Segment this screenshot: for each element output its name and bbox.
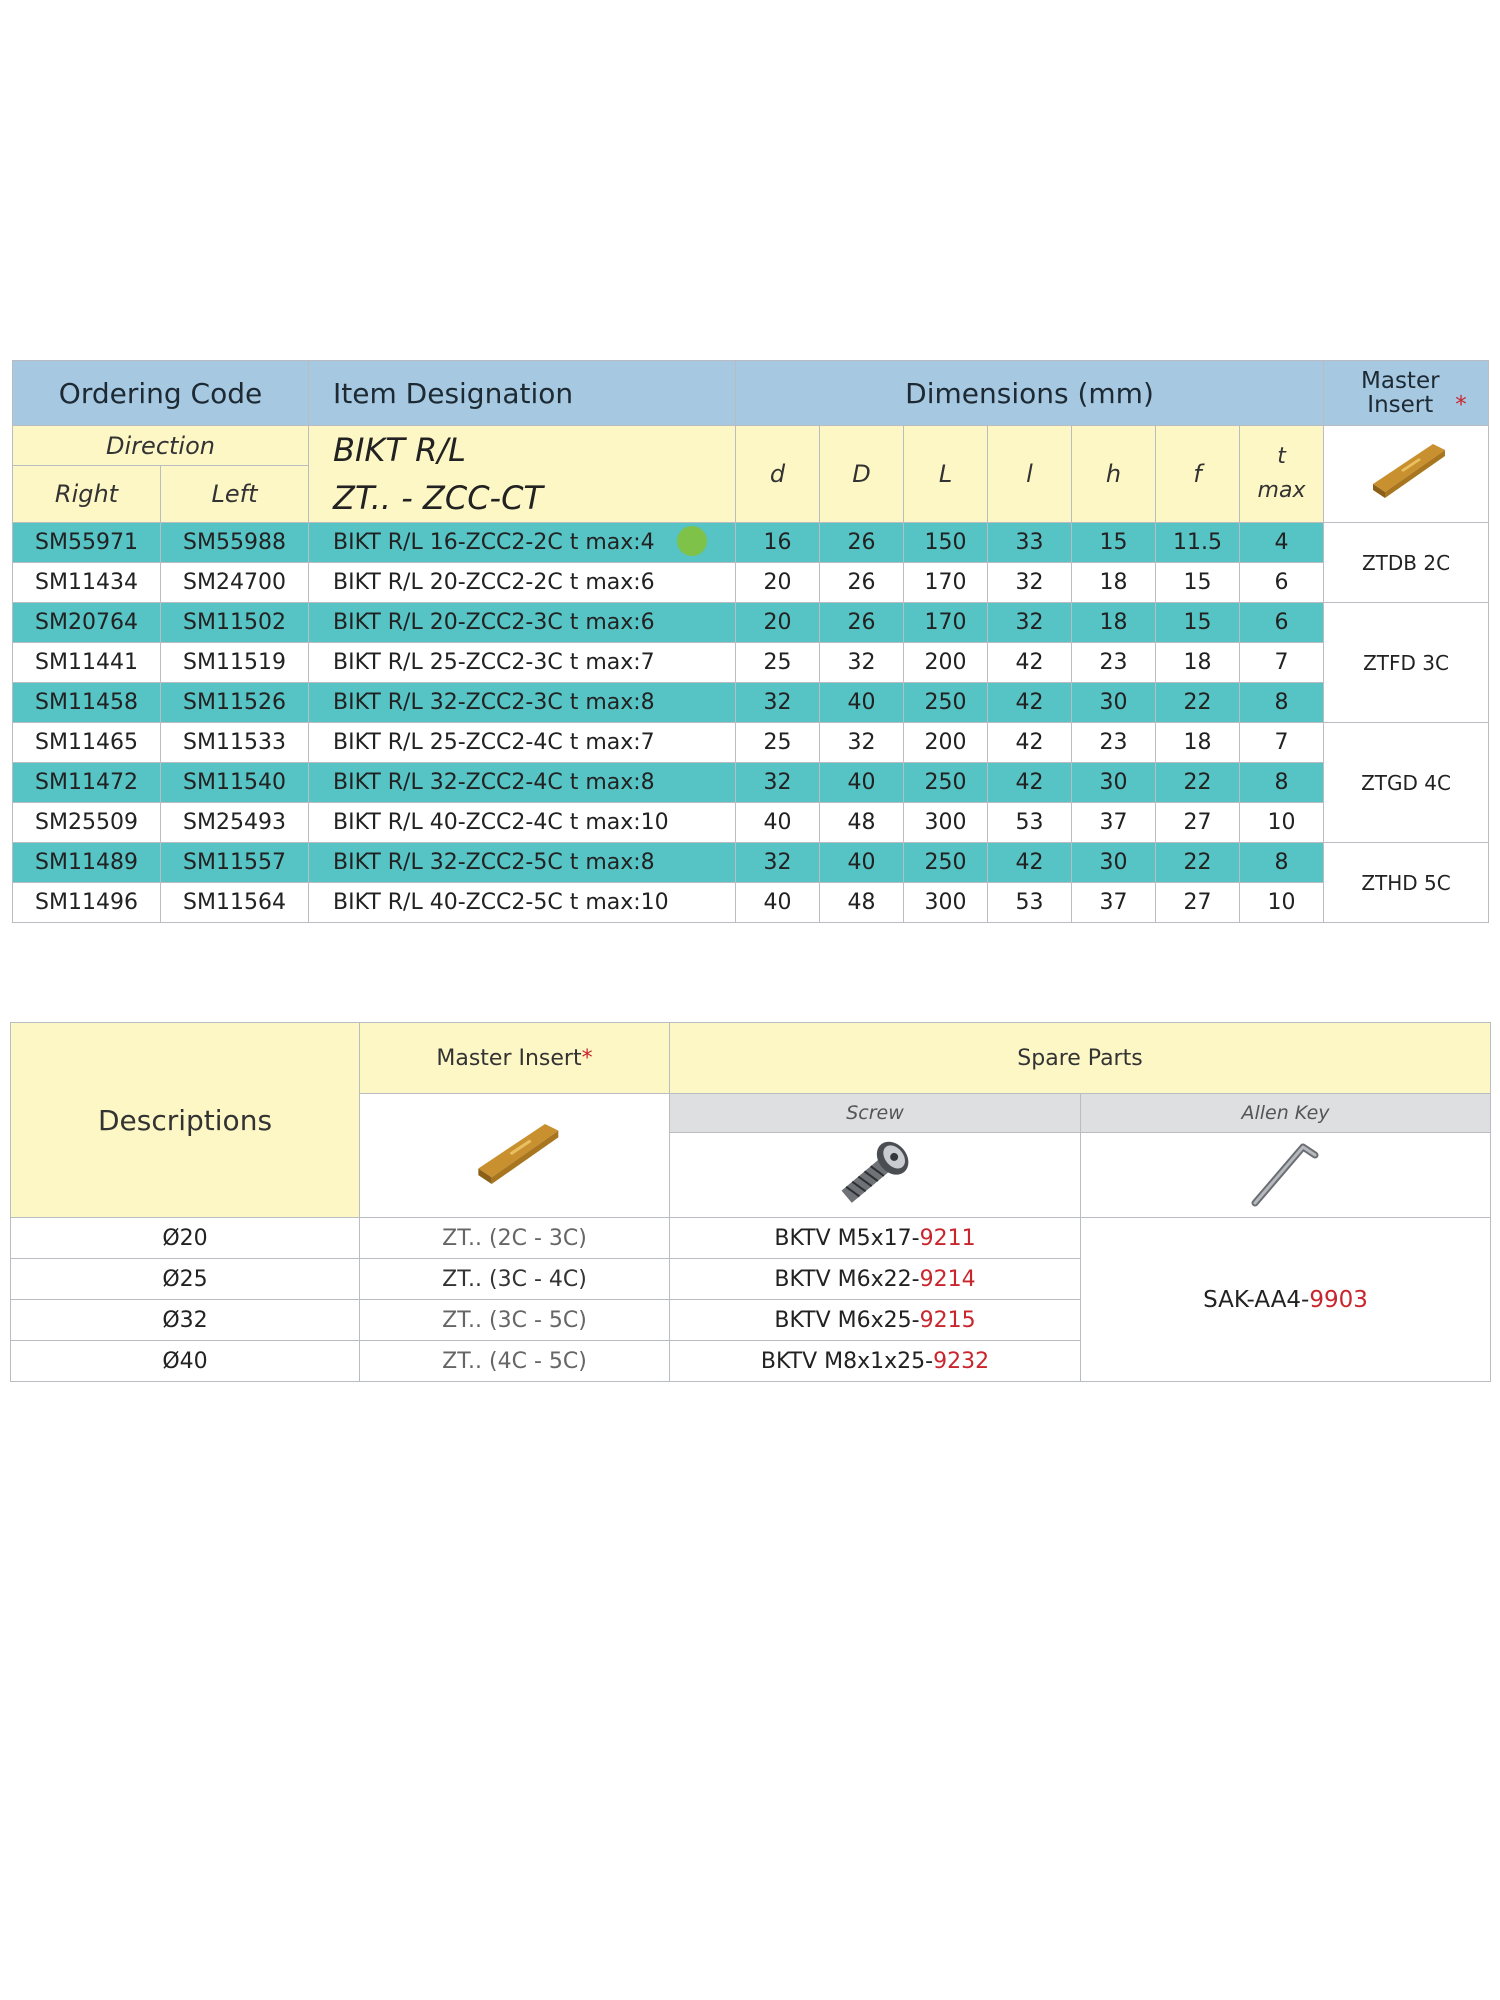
dim-L: 250 xyxy=(904,763,988,803)
master-insert-label: Master Insert xyxy=(436,1045,582,1071)
dim-L: 250 xyxy=(904,843,988,883)
dim-tmax: 4 xyxy=(1240,523,1324,563)
dim-l: 33 xyxy=(988,523,1072,563)
dim-l: 42 xyxy=(988,643,1072,683)
table-row xyxy=(13,803,1489,843)
dim-tmax: 8 xyxy=(1240,763,1324,803)
screw-code-cell xyxy=(670,1259,1081,1300)
dim-D: 32 xyxy=(820,723,904,763)
designation-cell: BIKT R/L 25-ZCC2-4C t max:7 xyxy=(309,723,736,763)
dim-h: 30 xyxy=(1072,683,1156,723)
dim-D: 48 xyxy=(820,803,904,843)
screw-code-prefix: BKTV M6x22- xyxy=(774,1266,920,1292)
right-label: Right xyxy=(13,466,161,523)
allen-key-icon xyxy=(1241,1133,1331,1213)
designation-cell: BIKT R/L 32-ZCC2-3C t max:8 xyxy=(309,683,736,723)
left-code: SM24700 xyxy=(161,563,309,603)
left-code: SM11533 xyxy=(161,723,309,763)
designation-cell xyxy=(309,523,736,563)
left-code: SM11540 xyxy=(161,763,309,803)
dim-h: 18 xyxy=(1072,603,1156,643)
dim-f: 22 xyxy=(1156,763,1240,803)
diameter-cell: Ø40 xyxy=(11,1341,360,1382)
insert-range-cell: ZT.. (2C - 3C) xyxy=(360,1218,670,1259)
allen-code-prefix: SAK-AA4- xyxy=(1203,1286,1310,1313)
dim-L: 200 xyxy=(904,643,988,683)
designation-cell: BIKT R/L 25-ZCC2-3C t max:7 xyxy=(309,643,736,683)
dim-l: 42 xyxy=(988,723,1072,763)
dim-f-label: f xyxy=(1156,426,1240,523)
dim-L: 300 xyxy=(904,883,988,923)
dim-D: 26 xyxy=(820,603,904,643)
dim-D: 40 xyxy=(820,683,904,723)
dim-D: 40 xyxy=(820,843,904,883)
right-code: SM11434 xyxy=(13,563,161,603)
designation-cell: BIKT R/L 20-ZCC2-3C t max:6 xyxy=(309,603,736,643)
left-code: SM55988 xyxy=(161,523,309,563)
ordering-code-header: Ordering Code xyxy=(13,361,309,426)
right-code: SM11441 xyxy=(13,643,161,683)
asterisk-mark: * xyxy=(581,1045,593,1071)
right-code: SM11472 xyxy=(13,763,161,803)
right-code: SM20764 xyxy=(13,603,161,643)
dim-h: 30 xyxy=(1072,843,1156,883)
dim-D: 32 xyxy=(820,643,904,683)
screw-code-number: 9214 xyxy=(919,1266,976,1292)
dim-l-label: l xyxy=(988,426,1072,523)
spare-parts-header: Spare Parts xyxy=(670,1023,1491,1094)
dim-f: 18 xyxy=(1156,723,1240,763)
dim-h: 37 xyxy=(1072,883,1156,923)
dim-f: 27 xyxy=(1156,883,1240,923)
dim-d: 40 xyxy=(736,883,820,923)
asterisk-mark: * xyxy=(1455,392,1467,418)
dim-tmax: 7 xyxy=(1240,723,1324,763)
designation-text: BIKT R/L 16-ZCC2-2C t max:4 xyxy=(333,529,655,555)
dim-d: 20 xyxy=(736,603,820,643)
master-insert-cell: ZTHD 5C xyxy=(1324,843,1489,923)
dim-d: 32 xyxy=(736,763,820,803)
dim-d-label: d xyxy=(736,426,820,523)
table-row xyxy=(13,843,1489,883)
dim-d: 32 xyxy=(736,843,820,883)
designation-cell: BIKT R/L 40-ZCC2-5C t max:10 xyxy=(309,883,736,923)
dim-d: 40 xyxy=(736,803,820,843)
subheader-row-1 xyxy=(13,426,1489,466)
dim-tmax: 6 xyxy=(1240,563,1324,603)
left-code: SM11519 xyxy=(161,643,309,683)
dim-l: 53 xyxy=(988,803,1072,843)
dim-f: 22 xyxy=(1156,683,1240,723)
screw-code-number: 9232 xyxy=(933,1348,990,1374)
dim-h: 37 xyxy=(1072,803,1156,843)
screw-code-prefix: BKTV M8x1x25- xyxy=(760,1348,934,1374)
dim-d: 25 xyxy=(736,723,820,763)
dim-d: 20 xyxy=(736,563,820,603)
dim-L: 250 xyxy=(904,683,988,723)
dim-L: 150 xyxy=(904,523,988,563)
dim-l: 42 xyxy=(988,843,1072,883)
left-code: SM11502 xyxy=(161,603,309,643)
dim-L-label: L xyxy=(904,426,988,523)
allen-key-header: Allen Key xyxy=(1081,1094,1491,1133)
designation-cell: BIKT R/L 40-ZCC2-4C t max:10 xyxy=(309,803,736,843)
spare-header-row xyxy=(11,1023,1491,1094)
screw-header: Screw xyxy=(670,1094,1081,1133)
screw-code-cell xyxy=(670,1300,1081,1341)
right-code: SM11496 xyxy=(13,883,161,923)
insert-range-cell: ZT.. (3C - 5C) xyxy=(360,1300,670,1341)
master-insert-header xyxy=(360,1023,670,1094)
dim-D: 26 xyxy=(820,563,904,603)
dim-l: 32 xyxy=(988,563,1072,603)
master-insert-header-label: Master Insert xyxy=(1361,368,1440,418)
dim-L: 170 xyxy=(904,563,988,603)
dim-f: 15 xyxy=(1156,563,1240,603)
table-row xyxy=(13,683,1489,723)
master-insert-image-cell xyxy=(360,1094,670,1218)
dim-l: 42 xyxy=(988,763,1072,803)
dim-t-label: t xyxy=(1277,444,1286,469)
right-code: SM11465 xyxy=(13,723,161,763)
dim-tmax: 6 xyxy=(1240,603,1324,643)
dim-h: 18 xyxy=(1072,563,1156,603)
dim-l: 32 xyxy=(988,603,1072,643)
dim-h: 15 xyxy=(1072,523,1156,563)
dim-d: 32 xyxy=(736,683,820,723)
right-code: SM25509 xyxy=(13,803,161,843)
table-row xyxy=(13,603,1489,643)
dim-d: 16 xyxy=(736,523,820,563)
dim-L: 170 xyxy=(904,603,988,643)
dim-h: 30 xyxy=(1072,763,1156,803)
descriptions-header: Descriptions xyxy=(11,1023,360,1218)
dim-tmax: 10 xyxy=(1240,803,1324,843)
direction-label: Direction xyxy=(13,426,309,466)
designation-cell: BIKT R/L 32-ZCC2-4C t max:8 xyxy=(309,763,736,803)
screw-image-cell xyxy=(670,1133,1081,1218)
left-label: Left xyxy=(161,466,309,523)
diameter-cell: Ø20 xyxy=(11,1218,360,1259)
master-insert-cell: ZTGD 4C xyxy=(1324,723,1489,843)
dim-l: 42 xyxy=(988,683,1072,723)
dim-max-label: max xyxy=(1257,478,1306,503)
dim-h-label: h xyxy=(1072,426,1156,523)
left-code: SM11564 xyxy=(161,883,309,923)
holder-table xyxy=(12,360,1489,923)
dim-l: 53 xyxy=(988,883,1072,923)
table-row xyxy=(13,523,1489,563)
dim-tmax: 8 xyxy=(1240,843,1324,883)
diameter-cell: Ø32 xyxy=(11,1300,360,1341)
insert-icon xyxy=(1361,436,1451,506)
master-insert-cell: ZTDB 2C xyxy=(1324,523,1489,603)
dim-D: 48 xyxy=(820,883,904,923)
dim-h: 23 xyxy=(1072,643,1156,683)
dim-D-label: D xyxy=(820,426,904,523)
screw-code-prefix: BKTV M6x25- xyxy=(774,1307,920,1333)
dim-tmax: 8 xyxy=(1240,683,1324,723)
designation-cell: BIKT R/L 20-ZCC2-2C t max:6 xyxy=(309,563,736,603)
table-row xyxy=(13,643,1489,683)
screw-code-number: 9211 xyxy=(919,1225,976,1251)
dim-tmax: 7 xyxy=(1240,643,1324,683)
dim-d: 25 xyxy=(736,643,820,683)
dim-L: 300 xyxy=(904,803,988,843)
insert-range-cell: ZT.. (4C - 5C) xyxy=(360,1341,670,1382)
master-insert-header xyxy=(1324,361,1489,426)
screw-code-cell xyxy=(670,1341,1081,1382)
dim-f: 15 xyxy=(1156,603,1240,643)
left-code: SM11557 xyxy=(161,843,309,883)
screw-icon xyxy=(830,1135,920,1211)
right-code: SM11458 xyxy=(13,683,161,723)
dim-f: 18 xyxy=(1156,643,1240,683)
new-badge-icon xyxy=(677,526,707,556)
dim-f: 22 xyxy=(1156,843,1240,883)
table-header-row xyxy=(13,361,1489,426)
screw-code-cell xyxy=(670,1218,1081,1259)
dim-h: 23 xyxy=(1072,723,1156,763)
dim-tmax-label xyxy=(1240,426,1324,523)
allen-code-number: 9903 xyxy=(1309,1286,1368,1313)
table-row xyxy=(13,763,1489,803)
allen-key-code-cell xyxy=(1081,1218,1491,1382)
insert-range-cell: ZT.. (3C - 4C) xyxy=(360,1259,670,1300)
insert-icon xyxy=(465,1114,565,1194)
designation-cell: BIKT R/L 32-ZCC2-5C t max:8 xyxy=(309,843,736,883)
left-code: SM25493 xyxy=(161,803,309,843)
dimensions-header: Dimensions (mm) xyxy=(736,361,1324,426)
dim-f: 27 xyxy=(1156,803,1240,843)
item-designation-header: Item Designation xyxy=(309,361,736,426)
dim-L: 200 xyxy=(904,723,988,763)
diameter-cell: Ø25 xyxy=(11,1259,360,1300)
dim-D: 40 xyxy=(820,763,904,803)
left-code: SM11526 xyxy=(161,683,309,723)
dim-tmax: 10 xyxy=(1240,883,1324,923)
table-row xyxy=(13,563,1489,603)
screw-code-prefix: BKTV M5x17- xyxy=(774,1225,920,1251)
designation-group-label xyxy=(309,426,736,523)
table-row xyxy=(13,723,1489,763)
master-insert-cell: ZTFD 3C xyxy=(1324,603,1489,723)
right-code: SM55971 xyxy=(13,523,161,563)
spare-row xyxy=(11,1218,1491,1259)
dim-f: 11.5 xyxy=(1156,523,1240,563)
dim-D: 26 xyxy=(820,523,904,563)
screw-code-number: 9215 xyxy=(919,1307,976,1333)
spare-parts-table xyxy=(10,1022,1491,1382)
right-code: SM11489 xyxy=(13,843,161,883)
designation-line-1: BIKT R/L xyxy=(333,431,466,469)
allen-key-image-cell xyxy=(1081,1133,1491,1218)
table-row xyxy=(13,883,1489,923)
master-insert-image-cell xyxy=(1324,426,1489,523)
designation-line-2: ZT.. - ZCC-CT xyxy=(333,479,543,517)
